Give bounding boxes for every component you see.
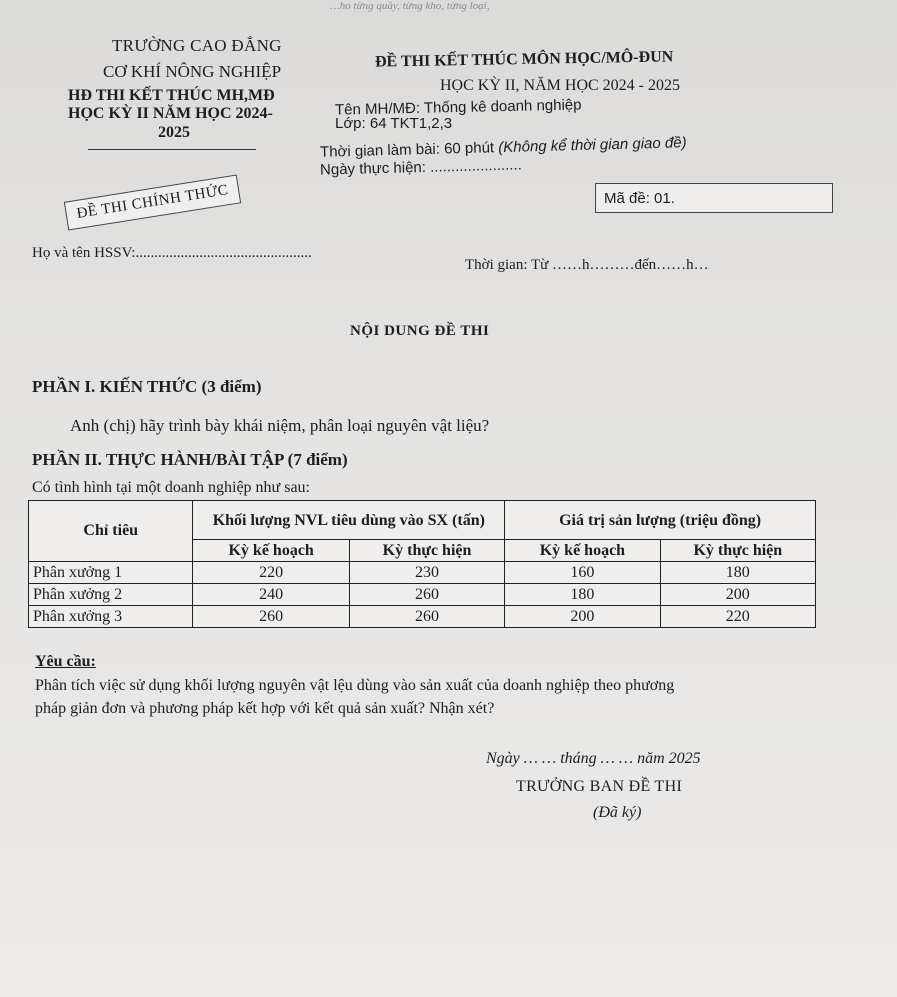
- school-name-line1: TRƯỜNG CAO ĐẲNG: [112, 36, 282, 55]
- cell-nvl-plan: 240: [193, 584, 349, 606]
- part1-question: Anh (chị) hãy trình bày khái niệm, phân loại nguyên vật liệu?: [70, 416, 490, 435]
- table-row: [29, 606, 816, 628]
- table-row: [29, 562, 816, 584]
- signature-date: Ngày … … tháng … … năm 2025: [486, 750, 701, 767]
- cell-value-plan: 200: [505, 606, 660, 628]
- header-nvl-group: Khối lượng NVL tiêu dùng vào SX (tấn): [193, 501, 505, 540]
- part1-title: PHẦN I. KIẾN THỨC (3 điểm): [32, 377, 262, 396]
- row-name: Phân xưởng 3: [29, 606, 193, 628]
- cell-value-actual: 220: [660, 606, 815, 628]
- exam-council: HĐ THI KẾT THÚC MH,MĐ: [68, 87, 275, 104]
- cell-nvl-actual: 230: [349, 562, 504, 584]
- execution-date: Ngày thực hiện: ......................: [319, 156, 522, 179]
- part2-title: PHẦN II. THỰC HÀNH/BÀI TẬP (7 điểm): [32, 450, 348, 469]
- time-allowed-note: (Không kể thời gian giao đề): [498, 134, 687, 157]
- cell-value-plan: 160: [505, 562, 660, 584]
- module-text: Tên MH/MĐ: Thống kê doanh nghiệp: [334, 96, 582, 119]
- table-row: [29, 584, 816, 606]
- subheader-value-actual: Kỳ thực hiện: [660, 540, 815, 562]
- time-allowed-label: Thời gian làm bài: 60 phút: [319, 139, 495, 161]
- part2-intro: Có tình hình tại một doanh nghiệp như sau:: [32, 479, 310, 496]
- class-name: Lớp: 64 TKT1,2,3: [335, 115, 453, 132]
- exam-subtitle: HỌC KỲ II, NĂM HỌC 2024 - 2025: [440, 77, 680, 94]
- school-name-line2: CƠ KHÍ NÔNG NGHIỆP: [103, 62, 282, 81]
- cell-nvl-actual: 260: [349, 584, 504, 606]
- cell-value-plan: 180: [505, 584, 660, 606]
- exam-title: ĐỀ THI KẾT THÚC MÔN HỌC/MÔ-ĐUN: [374, 48, 674, 71]
- table-header-row: [29, 501, 816, 540]
- semester-year: 2025: [158, 124, 190, 141]
- exam-code: Mã đề: 01.: [595, 183, 833, 213]
- row-name: Phân xưởng 2: [29, 584, 193, 606]
- content-title: NỘI DUNG ĐỀ THI: [350, 323, 490, 339]
- header-divider: [88, 149, 256, 150]
- requirement-text-line2: pháp giản đơn và phương pháp kết hợp với kết quả sản xuất? Nhận xét?: [35, 700, 495, 717]
- header-value-group: Giá trị sản lượng (triệu đồng): [505, 501, 816, 540]
- subheader-value-plan: Kỳ kế hoạch: [505, 540, 660, 562]
- cell-value-actual: 180: [660, 562, 815, 584]
- time-from-to-line: Thời gian: Từ ……h………đến……h…: [465, 257, 709, 273]
- subheader-nvl-actual: Kỳ thực hiện: [349, 540, 504, 562]
- semester-line: HỌC KỲ II NĂM HỌC 2024-: [68, 105, 273, 122]
- row-name: Phân xưởng 1: [29, 562, 193, 584]
- requirement-text-line1: Phân tích việc sử dụng khối lượng nguyên vật lệu dùng vào sản xuất của doanh nghiệp theo phương: [35, 677, 675, 694]
- data-table: [28, 500, 816, 628]
- student-name-line: Họ và tên HSSV:...............................................: [32, 245, 312, 261]
- top-fragment-text: …ho từng quầy, từng kho, từng loại,: [330, 0, 490, 12]
- cell-value-actual: 200: [660, 584, 815, 606]
- cell-nvl-plan: 260: [193, 606, 349, 628]
- subheader-nvl-plan: Kỳ kế hoạch: [193, 540, 349, 562]
- signature-title: TRƯỞNG BAN ĐỀ THI: [516, 778, 683, 795]
- header-indicator: Chỉ tiêu: [29, 501, 193, 562]
- cell-nvl-plan: 220: [193, 562, 349, 584]
- signature-note: (Đã ký): [593, 804, 642, 821]
- official-exam-stamp: ĐỀ THI CHÍNH THỨC: [64, 174, 242, 230]
- cell-nvl-actual: 260: [349, 606, 504, 628]
- requirement-label: Yêu cầu:: [35, 653, 96, 670]
